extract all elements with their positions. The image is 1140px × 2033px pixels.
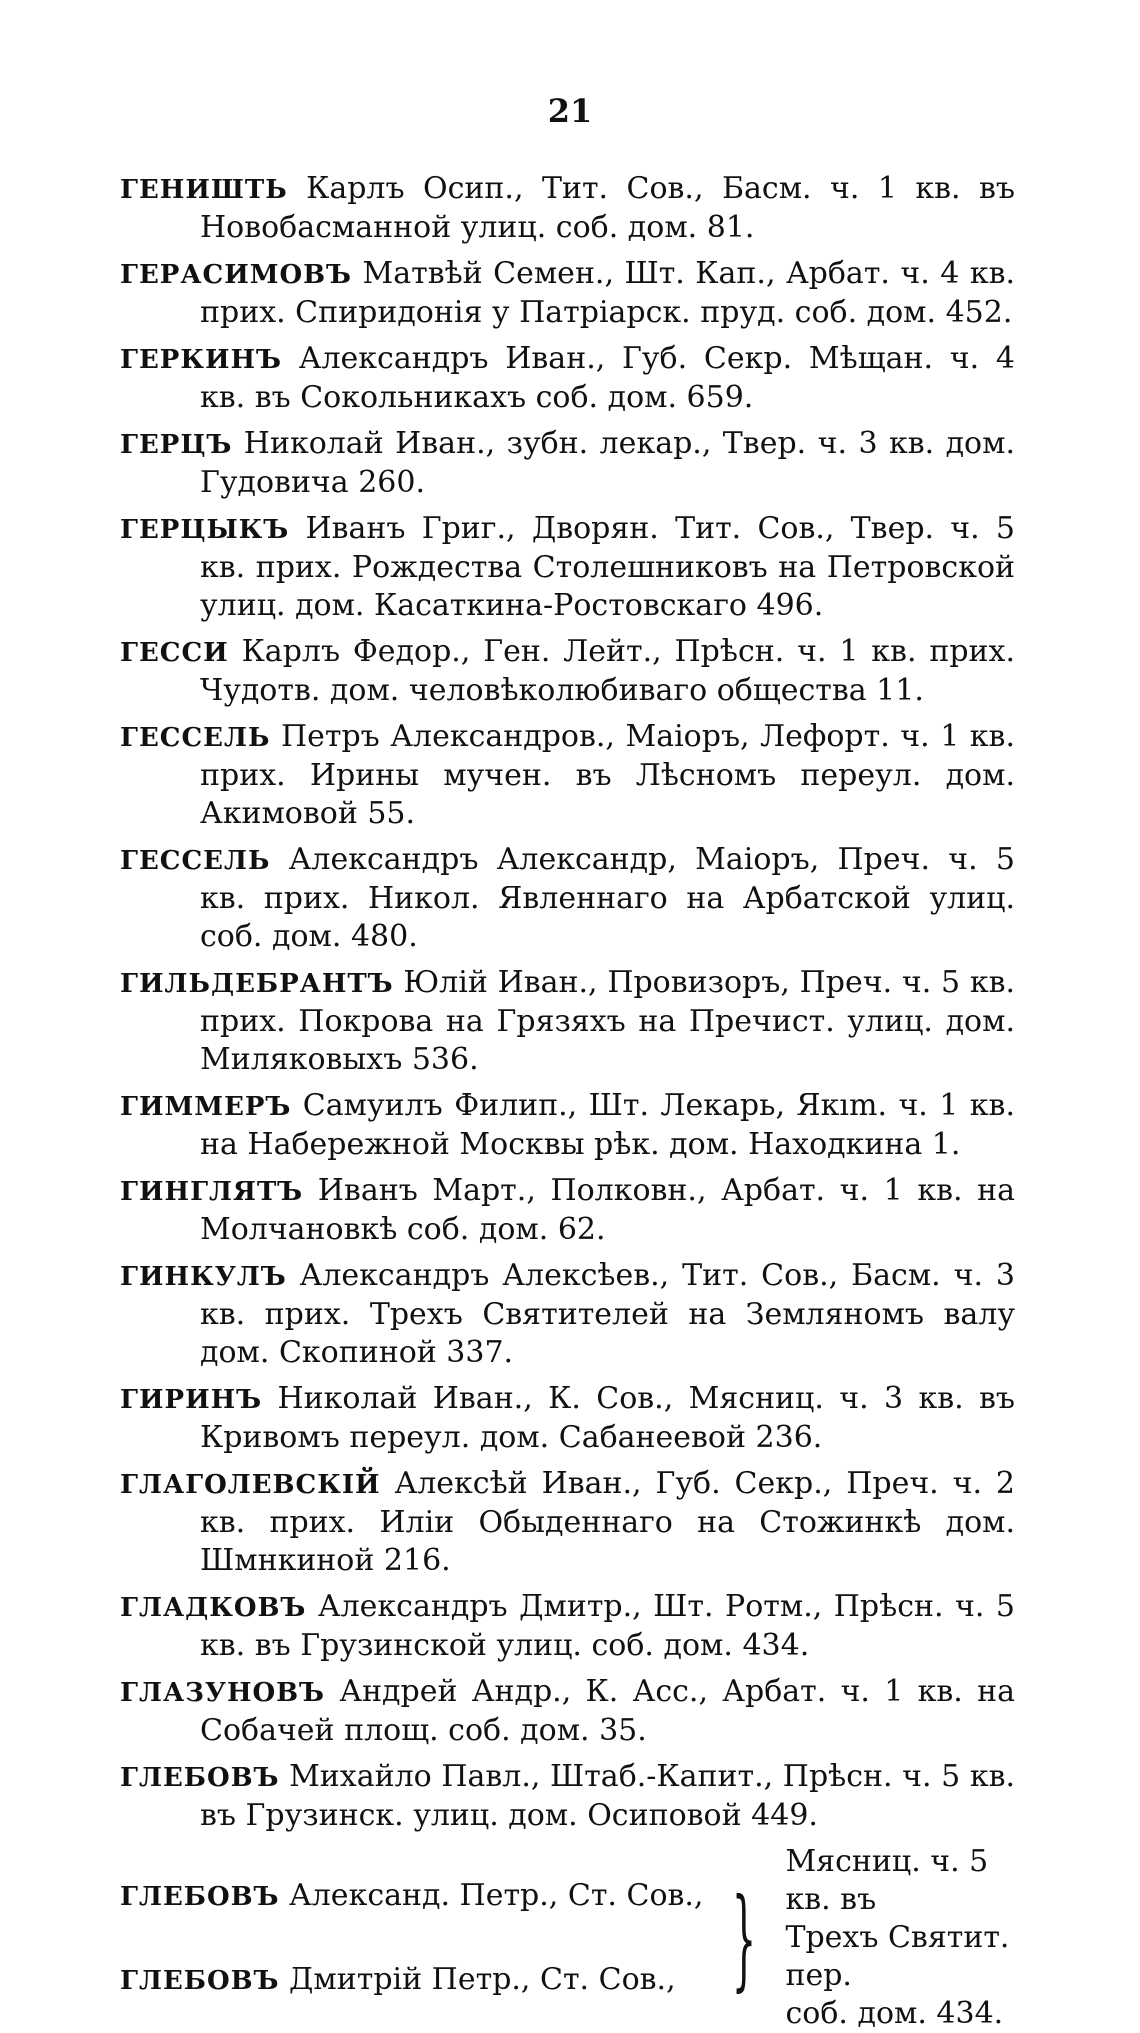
entry-surname: ГЛЕБОВЪ	[120, 1966, 280, 1996]
entry-surname: ГЛАГОЛЕВСКІЙ	[120, 1470, 381, 1500]
entry-surname: ГЛАЗУНОВЪ	[120, 1678, 326, 1708]
directory-entry	[120, 1465, 1015, 1580]
directory-entry	[120, 340, 1015, 417]
address-line: Трехъ Святит. пер.	[785, 1920, 1010, 1993]
entry-surname: ГЕССИ	[120, 638, 229, 668]
entry-text: Андрей Андр., К. Асс., Арбат. ч. 1 кв. на Собачей площ. соб. дом. 35.	[200, 1674, 1015, 1748]
entry-text: Николай Иван., зубн. лекар., Твер. ч. 3 кв. дом. Гудовича 260.	[200, 426, 1015, 500]
entry-surname: ГЕНИШТЬ	[120, 175, 288, 205]
entry-surname: ГЛАДКОВЪ	[120, 1593, 307, 1623]
address-line: соб. дом. 434.	[785, 1996, 1004, 2031]
paired-entry-address	[785, 1843, 1015, 2033]
entry-text: Михайло Павл., Штаб.-Капит., Прѣсн. ч. 5 кв. въ Грузинск. улиц. дом. Осиповой 449.	[200, 1759, 1015, 1833]
entry-text: Самуилъ Филип., Шт. Лекарь, Якım. ч. 1 кв. на Набережной Москвы рѣк. дом. Находкина 1.	[200, 1088, 1015, 1162]
entry-text: Юлій Иван., Провизоръ, Преч. ч. 5 кв. прих. Покрова на Грязяхъ на Пречист. улиц. дом. Миляковыхъ 536.	[200, 965, 1015, 1077]
entry-text: Александръ Иван., Губ. Секр. Мѣщан. ч. 4 кв. въ Сокольникахъ соб. дом. 659.	[200, 341, 1015, 415]
entry-surname: ГИММЕРЪ	[120, 1092, 292, 1122]
entry-text: Александръ Алексѣев., Тит. Сов., Басм. ч. 3 кв. прих. Трехъ Святителей на Земляномъ валу дом. Скопиной 337.	[200, 1258, 1015, 1370]
directory-entry	[120, 255, 1015, 332]
entry-surname: ГЕССЕЛЬ	[120, 846, 271, 876]
directory-entry	[120, 1087, 1015, 1164]
paired-entry-line	[120, 1875, 703, 1917]
address-line: Мясниц. ч. 5 кв. въ	[785, 1844, 989, 1917]
directory-entries	[120, 170, 1015, 2033]
page-number: 21	[547, 92, 593, 130]
directory-entry	[120, 1257, 1015, 1372]
directory-entry	[120, 425, 1015, 502]
entry-text: Иванъ Григ., Дворян. Тит. Сов., Твер. ч. 5 кв. прих. Рождества Столешниковъ на Петровской улиц. дом. Касаткина-Ростовскаго 496.	[200, 511, 1015, 623]
directory-entry	[120, 1673, 1015, 1750]
entry-surname: ГЕРАСИМОВЪ	[120, 260, 353, 290]
directory-entry	[120, 1172, 1015, 1249]
directory-entry	[120, 1758, 1015, 1835]
directory-entry	[120, 718, 1015, 833]
entry-surname: ГИРИНЪ	[120, 1385, 263, 1415]
paired-entry-line	[120, 1959, 703, 2001]
entry-text: Алексѣй Иван., Губ. Секр., Преч. ч. 2 кв. прих. Иліи Обыденнаго на Стожинкѣ дом. Шмнкиной 216.	[200, 1466, 1015, 1578]
entry-text: Николай Иван., К. Сов., Мясниц. ч. 3 кв. въ Кривомъ переул. дом. Сабанеевой 236.	[200, 1381, 1015, 1455]
paired-entry-line	[120, 1917, 703, 1959]
directory-entry	[120, 510, 1015, 625]
directory-entry	[120, 964, 1015, 1079]
entry-surname: ГИНКУЛЪ	[120, 1262, 287, 1292]
entry-text: Карлъ Федор., Ген. Лейт., Прѣсн. ч. 1 кв. прих. Чудотв. дом. человѣколюбиваго общества 11.	[200, 634, 1015, 708]
entry-text: Карлъ Осип., Тит. Сов., Басм. ч. 1 кв. въ Новобасманной улиц. соб. дом. 81.	[200, 171, 1015, 245]
entry-text: Петръ Александров., Маіоръ, Лефорт. ч. 1 кв. прих. Ирины мучен. въ Лѣсномъ переул. дом. Акимовой 55.	[200, 719, 1015, 831]
entry-text: Дмитрій Петр., Ст. Сов.,	[289, 1962, 676, 1997]
brace-symbol: }	[732, 1874, 757, 2002]
directory-entry	[120, 841, 1015, 956]
entry-surname: ГЛЕБОВЪ	[120, 1882, 280, 1912]
entry-surname: ГИНГЛЯТЪ	[120, 1177, 304, 1207]
entry-text: Александ. Петр., Ст. Сов.,	[289, 1878, 704, 1913]
entry-surname: ГИЛЬДЕБРАНТЪ	[120, 969, 394, 999]
entry-surname: ГЕРЦЫКЪ	[120, 515, 290, 545]
entry-text: Иванъ Март., Полковн., Арбат. ч. 1 кв. на Молчановкѣ соб. дом. 62.	[200, 1173, 1015, 1247]
entry-surname: ГЕРЦЪ	[120, 430, 233, 460]
entry-surname: ГЕССЕЛЬ	[120, 723, 271, 753]
entry-surname: ГЕРКИНЪ	[120, 345, 282, 375]
entry-list	[120, 170, 1015, 1835]
entry-text: Александръ Александр, Маіоръ, Преч. ч. 5 кв. прих. Никол. Явленнаго на Арбатской улиц. соб. дом. 480.	[200, 842, 1015, 954]
directory-entry	[120, 1588, 1015, 1665]
paired-entry-names	[120, 1875, 703, 2001]
directory-entry	[120, 1380, 1015, 1457]
entry-text: Александръ Дмитр., Шт. Ротм., Прѣсн. ч. 5 кв. въ Грузинской улиц. соб. дом. 434.	[200, 1589, 1015, 1663]
directory-entry	[120, 633, 1015, 710]
directory-entry	[120, 170, 1015, 247]
entry-text: Матвѣй Семен., Шт. Кап., Арбат. ч. 4 кв. прих. Спиридонія у Патріарск. пруд. соб. дом. 452.	[200, 256, 1015, 330]
paired-entry	[120, 1843, 1015, 2033]
entry-surname: ГЛЕБОВЪ	[120, 1763, 280, 1793]
